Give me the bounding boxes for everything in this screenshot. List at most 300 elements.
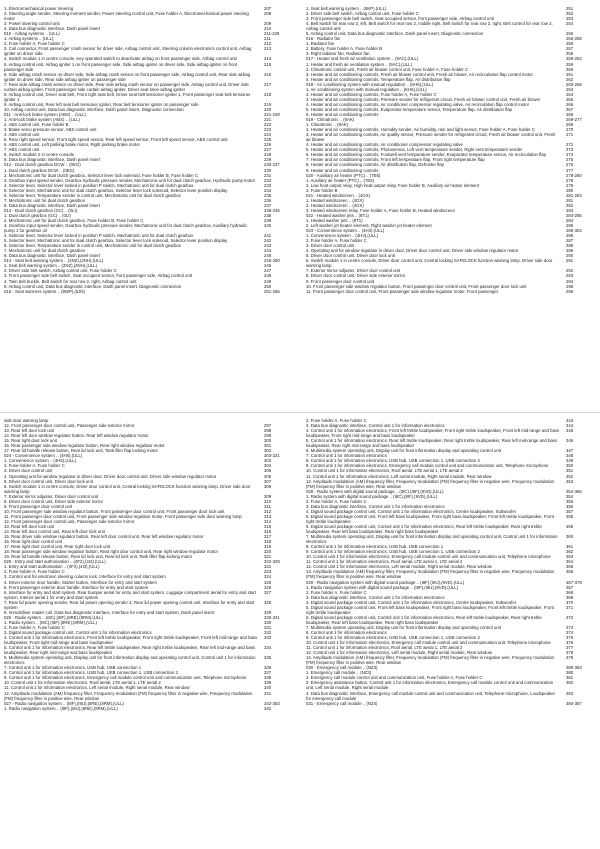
toc-entry-title: 022 - Heated washer jets .. (8T1) [306,212,369,218]
toc-entry-page: 281-283 [566,192,582,198]
toc-entry-page: 336 [264,665,272,671]
toc-entry-page: 234 [264,187,272,193]
toc-entry-page: 291 [566,258,574,264]
toc-entry-page: 217 [264,81,272,87]
toc-entry-page: 272 [566,142,574,148]
toc-entry [306,615,596,625]
toc-entry-page: 327 [264,589,272,595]
toc-entry-title: 3. Coil connector, Front passenger crash sensor for driver side, Airbag control unit, Steering column electronics control unit, Airbag igniter on driver side [4,46,252,57]
toc-entry-page: 249 [264,278,272,284]
toc-entry-title: 013 - Dual clutch gearbox (GC) .. (0LI) [4,207,78,213]
toc-entry-title: 9. Control unit 1 for information electronics, Emergency call module control unit and communication unit, Telephone microphone [4,675,247,681]
toc-entry-title: 8. Control unit 1 for information electronics, USB hub, USB connection 1, USB connection 2 [306,458,480,464]
toc-entry-page: 318 [264,539,272,545]
toc-entry [4,484,294,494]
toc-entry-page: 245 [264,253,272,259]
toc-entry-page: 374 [566,629,574,635]
toc-entry-title: 1. Auxiliary air heater (PTC) .. (7E6) [306,177,375,183]
toc-entry-title: 023 - Convenience system .. (4H3),(ULL) [306,228,385,234]
toc-entry-page: 273 [566,147,574,153]
toc-entry-title: 1. Radio navigation system .. (I8F),(I8U),(8RE),(8RM),(ULL) [4,705,118,711]
toc-entry-page: 264 [566,91,574,97]
toc-entry-page: 239 [264,217,272,223]
toc-entry [306,479,596,489]
toc-entry-title: 017 - Heater and fresh air ventilation system .. (9AC),(ULL) [306,56,419,62]
toc-entry-title: 4. Digital sound package control unit, Control unit 1 for information electronics, Centre loudspeaker, Subwoofer [306,508,517,514]
toc-entry-page: 305 [264,468,272,474]
toc-entry-page: 284 [566,217,574,223]
toc-entry-title: 3. Digital sound package control unit, Control unit 1 for information electronics [4,629,152,635]
toc-entry-page: 209 [264,21,272,27]
toc-entry-title: 8. Data bus diagnostic interface, Dash panel insert [4,253,101,259]
toc-entry-page: 253 [566,16,574,22]
toc-entry [4,655,294,665]
toc-entry-title: 8. Airbag control unit, Driver seat belt, Front right seat belt, Driver seat belt tensioner igniter 1, Front passenger seat belt tensioner igniter 1 [4,91,251,102]
toc-entry-title: 2. Emergency call module control unit and communication unit, Fuse holder A, Fuse holder C [306,675,483,681]
toc-entry [306,524,596,534]
toc-entry-page: 256-258 [566,36,582,42]
toc-entry-page: 312 [264,508,272,514]
toc-entry-page: 323 [264,569,272,575]
toc-entry-page: 341 [264,690,272,696]
toc-entry-page: 267 [566,106,574,112]
toc-entry-title: 2. Fuse holder A, Fuse holder C [4,463,65,469]
toc-entry [4,289,294,294]
toc-entry-page: 377 [566,645,574,651]
toc-entry-page: 334 [264,645,272,651]
toc-entry-title: 4. Data bus diagnostic interface, Emergency call module control unit and communication unit, Telephone microphone, Loudspeaker for emergency call module [306,690,556,701]
toc-entry-page: 376 [566,640,574,646]
toc-entry-title: 1. Airbag systems .. (ULL) [4,36,54,42]
toc-entry-title: 025 - Entry and start authorisation .. (4F2),(4I3),(ULL) [4,559,106,565]
toc-entry-page: 269 [566,122,574,128]
toc-entry-page: 347 [566,448,574,454]
toc-entry-page: 315 [264,523,272,529]
toc-entry [4,706,294,711]
toc-entry-title: 5. Airbag control unit, Data bus diagnostic interface, Dash panel insert, Diagnostic connection [4,283,182,289]
toc-entry [306,680,596,690]
toc-entry-title: 2. ABS control unit, Fuse holder B [4,122,69,128]
toc-entry-title: 13. Amplitude modulation (AM) frequency filter, Frequency modulation (FM) frequency filter in negative wire, Frequency modulation (FM) frequency filter in positive wire, Rear window [306,655,555,666]
toc-entry-page: 329 [264,609,272,615]
toc-column-left [4,6,294,418]
toc-entry-page: 363 [566,554,574,560]
toc-entry-page: 248 [264,273,272,279]
toc-entry-page: 279 [566,182,574,188]
toc-entry-title: 6. Heater and air conditioning controls, Footwell vent temperature sender, Evaporator temperature sensor, Air recirculation flap [306,152,547,158]
toc-entry-title: 6. Interface for entry and start system, Rear bumper aerial for entry and start system, Luggage compartment aerial for entry and start system, Interior aerial 1 for entry and start system [4,589,256,600]
toc-entry-page: 319 [264,544,272,550]
toc-entry-page: 282 [566,202,574,208]
toc-entry-page: 308 [264,483,272,489]
toc-entry-page: 274 [566,152,574,158]
toc-entry-page: 240 [264,223,272,229]
toc-entry-page: 339 [264,680,272,686]
toc-entry-title: 8. Immobiliser reader coil, Data bus diagnostic interface, Interface for entry and start system, Dash panel insert [4,609,215,615]
toc-entry-title: 11. Control unit 1 for information electronics, Left serial module, Right serial module, Rear window [306,473,492,479]
toc-entry-title: 10. Control unit 1 for information electronics, Roof aerial, LTE aerial 1, LTE aerial 2 [306,468,463,474]
toc-entry-title: 4. Operating unit for window regulator in driver door, Driver door control unit, Driver side window regulator motor [4,473,217,479]
toc-entry-title: 5. Selector lever, Mechatronic unit for dual clutch gearbox, Selector lever lock solenoid, Selector lever position display [4,187,228,193]
toc-entry-title: 10. Control unit 1 for information electronics, Emergency call module control unit and communication unit, Telephone microphone [306,640,551,646]
toc-entry-page: 326 [264,584,272,590]
toc-entry-title: 1. Radio system .. (I8C),(I8F),(8RE),(8RM),(ULL) [4,619,97,625]
toc-entry-page: 358 [566,513,574,519]
toc-entry-title: 15. Rear driver side window regulator button, Rear left door control unit, Rear left window regulator motor [4,534,204,540]
toc-entry-title: 1. Electromechanical power steering [4,6,74,11]
toc-entry-page: 337 [264,670,272,676]
toc-entry-page: 230-237 [264,162,280,168]
toc-entry-title: 027 - Radio navigation system .. (I8F),(I8U),(8RE),(8RM),(ULL) [4,700,124,706]
toc-entry-title: 1. Convenience system .. (4H5),(ULL) [4,458,77,464]
toc-entry-page: 226 [264,142,272,148]
toc-entry-title: 5. Heater and air conditioning controls, Photosensor, Left vent temperature sender, Right vent temperature sender [306,147,523,153]
toc-entry-page: 368 [566,589,574,595]
toc-entry-title: 028 - Radio system with digital sound package .. (I8C),(I8F),(9VD),(ULL) [306,488,444,494]
toc-entry-page: 246 [264,263,272,269]
toc-entry [4,691,294,701]
toc-entry-title: 7. Multimedia system operating unit, Display unit for front information display and operating control unit [306,624,501,630]
toc-entry-title: 10. Control unit 1 for information electronics, Emergency call module control unit and communication unit, Telephone microphone [306,554,551,560]
toc-entry [306,21,596,31]
toc-entry-page: 313 [264,513,272,519]
toc-entry-title: 5. Driver door control unit, Driver door lock unit [306,253,395,259]
toc-entry-title: 4. Twin belt buckle, Belt switch for rear row 2, right, Airbag control unit [4,278,137,284]
toc-entry-title: 2. Fuse holder A, Fuse holder C [306,238,367,244]
toc-entry-title: 3. Heater and air conditioning controls, Pressure sender for refrigerant circuit, Fresh air blower control unit, Fresh air blower [306,96,541,102]
toc-entry-page: 220 [264,106,272,112]
toc-entry-page: 223 [264,127,272,133]
toc-entry-title: 2. Heater and air conditioning controls, Humidity sender, Air humidity, rain and light sensor, Fuse holder A, Fuse holder C [306,127,535,133]
toc-entry-title: 1. Heated windscreen .. (4GX) [306,197,364,203]
toc-entry-page: 340 [264,685,272,691]
toc-entry-title: 7. Rear lid power opening sender, Rear lid power opening sender 2, Rear lid power opening control unit, Interface for entry and start system [4,599,255,610]
toc-entry-page: 295 [566,283,574,289]
toc-entry-title: 4. ABS control unit [4,132,40,138]
toc-entry-title: 5. Driver door control unit, Driver door lock unit [4,478,93,484]
toc-entry-page: 314 [264,518,272,524]
toc-entry [4,645,294,655]
toc-entry-page: 260 [566,66,574,72]
toc-entry-title: 1. Dual clutch gearbox DCW .. (0EG) [4,167,75,173]
toc-entry-page: 238-245 [264,207,280,213]
toc-entry-title: 4. Driver exterior door handle, Starter button, Interface for entry and start system [4,579,157,585]
toc-entry-title: 012 - Dual clutch gearbox DCW .. (0EG) [4,162,81,168]
toc-entry-title: 2. Fuse holder A, Fuse holder C [4,624,65,630]
toc-entry-page: 302 [264,448,272,454]
toc-entry-page: 251 [566,6,574,11]
toc-entry-title: 16. Rear passenger side window regulator button, Rear right window regulator motor [4,443,165,449]
toc-entry-page: 290 [566,253,574,259]
toc-entry-page: 257 [566,46,574,52]
toc-entry-page: 322 [264,564,272,570]
toc-entry [4,62,294,72]
toc-entry-page: 232 [264,177,272,183]
toc-entry-title: 1. Emergency call module .. (NZ3) [306,670,372,676]
toc-entry-title: 16. Rear right door control unit [4,539,63,545]
toc-entry-title: 5. Control unit 1 for information electronics, Rear left treble loudspeaker, Rear right treble loudspeaker, Rear left mid-range and bass loudspeaker, Rear right mid-range and bass loudspeaker [4,645,256,656]
toc-entry-page: 349 [566,458,574,464]
toc-entry-title: 3. Data bus diagnostic interface, Control unit 1 for information electronics [306,423,445,429]
toc-entry-title: 10. Control unit 1 for information electronics, Roof aerial, LTE aerial 1, LTE aerial 2 [4,680,161,686]
toc-entry-page: 211 [264,36,271,42]
toc-entry-page: 221 [264,117,272,123]
toc-entry-title: 8. Control unit 1 for information electronics [306,629,387,635]
toc-entry-title: 9. Front passenger door control unit [306,278,375,284]
toc-entry-page: 365 [566,564,574,570]
toc-entry-title: 12. Front passenger door control unit, Passenger side exterior mirror [4,423,135,429]
toc-entry-page: 292 [566,268,574,274]
toc-entry-title: 5. Digital sound package control unit, Front left bass loudspeaker, Front right bass loudspeaker, Front left treble loudspeaker, Front right treble loudspeaker [306,604,554,615]
toc-entry-page: 384-387 [566,700,582,706]
toc-entry-page: 321 [264,554,272,560]
toc-entry-page: 300 [264,438,272,444]
toc-entry-title: side door warning lamp [4,418,49,423]
toc-entry-page: 224 [264,132,272,138]
toc-entry [306,691,596,701]
toc-entry-page: 241 [264,233,272,239]
toc-entry-page: 222 [264,122,272,128]
toc-entry-page: 330-341 [264,614,280,620]
toc-entry-title: 1. Entry and start authorisation .. (4F2),(4I3),(ULL) [4,564,100,570]
toc-entry-page: 219 [264,101,272,107]
toc-entry-page: 304 [264,463,272,469]
toc-entry-page: 381 [566,675,574,681]
toc-entry-title: 4. Switch module 1 in centre console, Key operated switch to deactivate airbag on front passenger side, Airbag control unit [4,56,237,62]
toc-entry-page: 287 [566,238,574,244]
toc-entry-page: 379 [566,655,574,661]
toc-entry-page: 278 [566,177,574,183]
toc-entry-title: 5. Heater and air conditioning controls, Evaporator temperature sensor, Temperature flap, Air distribution flap [306,106,513,112]
toc-entry-page: 306 [264,473,272,479]
toc-entry-page: 332 [264,629,272,635]
toc-entry-page: 250 [264,283,272,289]
toc-entry-page: 307 [264,478,272,484]
toc-lower-half [0,418,600,830]
toc-entry-title: 5. Selector lever, Mechatronic unit for dual clutch gearbox, Selector lever lock solenoid, Selector lever position display [4,238,228,244]
toc-entry-page: 270 [566,127,574,133]
toc-entry-title: 9. Control unit 1 for information electronics, USB hub, USB connection 1, USB connection 2 [306,549,480,555]
toc-entry-page: 345 [566,428,574,434]
toc-entry-title: 2. Fuse holder A, Fuse holder C [306,498,367,504]
toc-entry-page: 348 [566,453,574,459]
toc-entry-title: 3. Driver door control unit [306,243,355,249]
toc-entry-page: 230 [264,167,272,173]
toc-entry-title: 1. Anti-lock brake system (ABS) .. (ULL) [4,117,80,123]
toc-entry-page: 299 [264,433,272,439]
toc-entry-title: 6. Selector lever, Temperature sender in control unit, Mechatronic unit for dual clutch gearbox [4,243,181,249]
toc-entry-title: 026 - Radio system .. (I8C),(I8F),(8RE),(8RM),(ULL) [4,614,104,620]
toc-entry-title: 3. Right radiator fan, Radiator fan [306,51,370,57]
toc-entry-title: 6. Digital sound package control unit, Control unit 1 for information electronics, Rear left treble loudspeaker, Rear right treble loudspeaker, Rear left bass loudspeaker, Rear right bass loudspeaker [306,523,542,535]
toc-entry-page: 369 [566,594,574,600]
toc-entry [4,72,294,82]
toc-entry-page: 286 [566,233,574,239]
toc-entry-title: 7. Multimedia system operating unit, Display unit for front information display and operating control unit, Control unit 1 for information electronics [306,534,558,545]
toc-entry-page: 294 [566,278,574,284]
toc-entry-title: 2. Climatronic control unit, Fresh air blower control unit, Fuse holder A, Fuse holder C [306,66,469,72]
toc-entry-title: 3. Gearbox input speed sender, Gearbox hydraulic pressure sender, Mechatronic unit for dual clutch gearbox, Hydraulic pump motor [4,177,256,183]
toc-entry-page: 367-379 [566,579,582,585]
toc-entry-page: 233 [264,182,272,188]
toc-entry-title: 2. Heater and air conditioning controls, Fuse holder A, Fuse holder C [306,91,437,97]
toc-entry [4,600,294,610]
toc-entry-title: 9. Front passenger door control unit [4,503,73,509]
toc-entry-page: 238 [264,212,272,218]
toc-entry-title: 019 - Climatronic .. (9AK) [306,117,355,123]
toc-entry-page: 210 [264,26,272,32]
toc-entry [306,569,596,579]
toc-entry-page: 297 [264,423,272,429]
toc-entry-title: 029 - Radio navigation system with digital sound package .. (I8F),(I8U),(9VD),(ULL) [306,579,465,585]
toc-entry-page: 228 [264,152,272,158]
toc-entry-title: 10. Front passenger side window regulator button, Front passenger door control unit, Front passenger door lock unit [306,283,527,289]
toc-entry-title: 1. Seat belt warning system .. (2NZ),(2NH),(ULL) [4,263,98,269]
toc-entry-page: 268 [566,111,574,117]
toc-entry-page: 252 [566,11,574,17]
toc-entry-title: 11. Control unit 1 for information electronics, Left serial module, Right serial module, Rear window [4,685,190,691]
toc-entry [4,590,294,600]
toc-entry-page: 380-383 [566,665,582,671]
toc-entry-title: 3. Fuse holder B [306,187,338,193]
toc-column-right [306,6,596,418]
toc-entry-page: 259 [566,61,574,67]
toc-entry-page: 244 [264,248,272,254]
toc-entry-title: 2. Fuse holder A, Fuse holder C [306,418,367,423]
toc-entry-page: 366 [566,569,574,575]
toc-entry-title: 7. Heater and air conditioning controls, Front left temperature flap, Front right temperature flap [306,157,485,163]
toc-entry-title: 3. Power steering control unit [4,21,60,27]
toc-entry [4,82,294,92]
toc-entry-page: 364 [566,559,574,565]
toc-entry-title: 018 - Air conditioning system with manual regulation .. (KH6),(ULL) [306,81,434,87]
toc-entry-page: 261 [566,71,574,77]
toc-entry-page: 335 [264,655,272,661]
toc-entry-title: 8. Control unit 1 for information electronics, USB hub, USB connection 1 [306,544,444,550]
toc-entry [4,223,294,233]
toc-entry-page: 254 [566,21,574,27]
toc-entry-page: 269-277 [566,117,582,123]
toc-entry-title: 9. Control unit 1 for information electronics, Emergency call module control unit and communication unit, Telephone microphone [306,463,549,469]
toc-entry-page: 216 [264,71,272,77]
toc-entry-page: 243 [264,243,272,249]
toc-entry-page: 214 [264,56,272,62]
toc-entry-page: 227 [264,147,272,153]
toc-entry-title: 011 - Anti-lock brake system (ABS) .. (ULL) [4,111,86,117]
toc-entry-page: 303 [264,458,272,464]
toc-entry-page: 333 [264,635,272,641]
toc-entry-title: 5. Control unit 1 for information electronics, Rear left treble loudspeaker, Rear right treble loudspeaker, Rear left mid-range and bass loudspeaker, Rear right mid-range and bass loudspeaker [306,438,558,449]
toc-entry-page: 256 [566,41,574,47]
toc-entry-title: 10. Front passenger side window regulator button, Front passenger door control unit, Front passenger door lock unit [4,508,225,514]
toc-entry-page: 354-366 [566,488,582,494]
toc-entry-title: 1. Radio navigation system with digital sound package .. (I8F),(I8U),(9VD),(ULL) [306,584,459,590]
toc-entry-page: 208 [264,11,272,17]
toc-entry-page: 207 [264,6,272,11]
toc-entry-page: 330 [264,619,272,625]
toc-entry-title: 13. Rear left door lock unit [4,523,55,529]
toc-entry-page: 309 [264,493,272,499]
toc-entry-title: 8. Driver door control unit, Driver side exterior mirror [4,498,104,504]
toc-entry-page: 325 [264,579,272,585]
toc-entry-page: 271 [566,132,574,138]
toc-entry-title: 12. Front passenger door control unit, Passenger side exterior mirror [4,518,135,524]
toc-entry-title: 6. Heater and air conditioning controls [306,111,379,117]
toc-entry-title: 17. Rear lid handle release button, Rear lid lock unit, Tank filler flap locking motor [4,448,158,454]
toc-entry-title: 8. Control unit 1 for information electronics, USB hub, USB connection 1, USB connection 2 [4,670,178,676]
toc-entry-page: 360 [566,534,574,540]
toc-entry-title: 5. Rear right speed sensor, Front right speed sensor, Rear left speed sensor, Front left speed sensor, ABS control unit [4,137,228,143]
toc-entry-page: 354 [566,493,574,499]
toc-entry-page: 236 [264,197,272,203]
toc-entry-page: 371 [566,604,574,610]
toc-entry-title: 4. Heater and air conditioning controls, Air conditioner compressor regulating valve [306,142,463,148]
toc-entry-title: 14. Rear left door control unit, Rear left door lock unit [4,529,105,535]
toc-entry-title: 020 - Auxiliary air heater (PTC) .. (7E6) [306,172,381,178]
toc-entry-page: 353 [566,478,574,484]
toc-entry-title: 12. Amplitude modulation (AM) frequency filter, Frequency modulation (FM) frequency filter in negative wire, Frequency modulation (FM) frequency filter in positive wire, Rear window [4,690,253,701]
toc-entry-title: 7. Rear side airbag crash sensor on driver side, Rear side airbag crash sensor on passenger side, Airbag control unit, Driver side curtain airbag igniter, Front passenger side curtain airbag igniter, Driver seat knee airbag igniter [4,81,249,92]
toc-entry-title: 7. Exterior mirror adjuster, Driver door control unit [4,493,99,499]
toc-entry-title: 13. Amplitude modulation (AM) frequency filter, Frequency modulation (FM) frequency filter in negative wire, Frequency modulation (FM) frequency filter in positive wire, Rear window [306,569,555,580]
toc-entry-page: 382 [566,680,574,686]
toc-entry-page: 266 [566,101,574,107]
toc-entry [306,655,596,665]
toc-entry-page: 242 [264,238,272,244]
toc-entry-title: 4. Operating unit for window regulator in driver door, Driver door control unit, Driver side window regulator motor [306,248,519,254]
toc-entry-title: 2. Fuse holder A, Fuse holder C [4,569,65,575]
toc-entry-title: 11. Front passenger door control unit, Front passenger side window regulator motor, Front passenger side door warning lamp [4,513,242,519]
toc-entry-title: 8. Data bus diagnostic interface, Dash panel insert [4,202,101,208]
toc-entry-title: 7. Mechatronic unit for dual clutch gearbox [4,248,85,254]
toc-entry-page: 351 [566,468,574,474]
toc-entry-title: 3. Front passenger side belt switch, Seat occupied sensor, front passenger side, Airbag control unit [306,16,494,22]
toc-entry [4,635,294,645]
toc-entry-title: 4. Control unit 1 for information electronics, Front left treble loudspeaker, Front right treble loudspeaker, Front left mid-range and bass loudspeaker, Front right mid-range and bass loudspeaker [4,635,258,646]
toc-entry-page: 361 [566,544,574,550]
toc-entry-title: 1. Heated washer jets .. (8T1) [306,217,363,223]
toc-entry-title: 10. Airbag control unit, Data bus diagnostic interface, Dash panel insert, Diagnostic connection [4,106,184,112]
toc-entry [306,289,596,294]
toc-entry-title: 6. Digital sound package control unit, Control unit 1 for information electronics, Rear left treble loudspeaker, Rear right treble loudspeaker, Rear left bass loudspeaker, Rear right bass loudspeaker [306,614,542,625]
toc-entry-title: 1. Heater and fresh air ventilation system .. (9AC),(ULL) [306,61,413,67]
toc-entry-page: 286-302 [566,228,582,234]
toc-entry-title: 2. Fuse holder A, Fuse holder C [4,41,65,47]
toc-entry-page: 212 [264,41,272,47]
toc-entry-page: 293 [566,273,574,279]
toc-entry-title: 030 - Emergency call module .. (NZ3) [306,665,378,671]
page-divider [0,412,600,413]
toc-entry [306,132,596,142]
toc-entry-page: 301 [264,443,272,449]
toc-entry-page: 342 [264,705,272,711]
toc-entry-page: 367 [566,584,574,590]
toc-entry-page: 231 [264,172,272,178]
toc-entry-page: 362 [566,549,574,555]
toc-entry-page: 310 [264,498,272,504]
toc-entry-title: 7. Exterior mirror adjuster, Driver door control unit [306,268,401,274]
toc-entry-title: 5. Digital sound package control unit, Front left bass loudspeaker, Front right bass loudspeaker, Front left treble loudspeaker, Front right treble loudspeaker [306,513,554,524]
toc-entry-title: 6. Switch module 1 in centre console, Driver door control unit, Central locking SAFELOCK function warning lamp, Driver side door warning lamp [306,258,553,269]
toc-entry-title: 3. Driver door control unit [4,468,53,474]
toc-entry [306,514,596,524]
toc-entry-page: 259-262 [566,56,582,62]
toc-entry [306,438,596,448]
toc-entry-title: 2. Heated windscreen .. (4GX) [306,202,364,208]
toc-entry [306,605,596,615]
toc-entry-page: 229 [264,157,272,163]
toc-entry-title: 2. Low heat output relay, High heat output relay, Fuse holder B, Auxiliary air heater element [306,182,480,188]
